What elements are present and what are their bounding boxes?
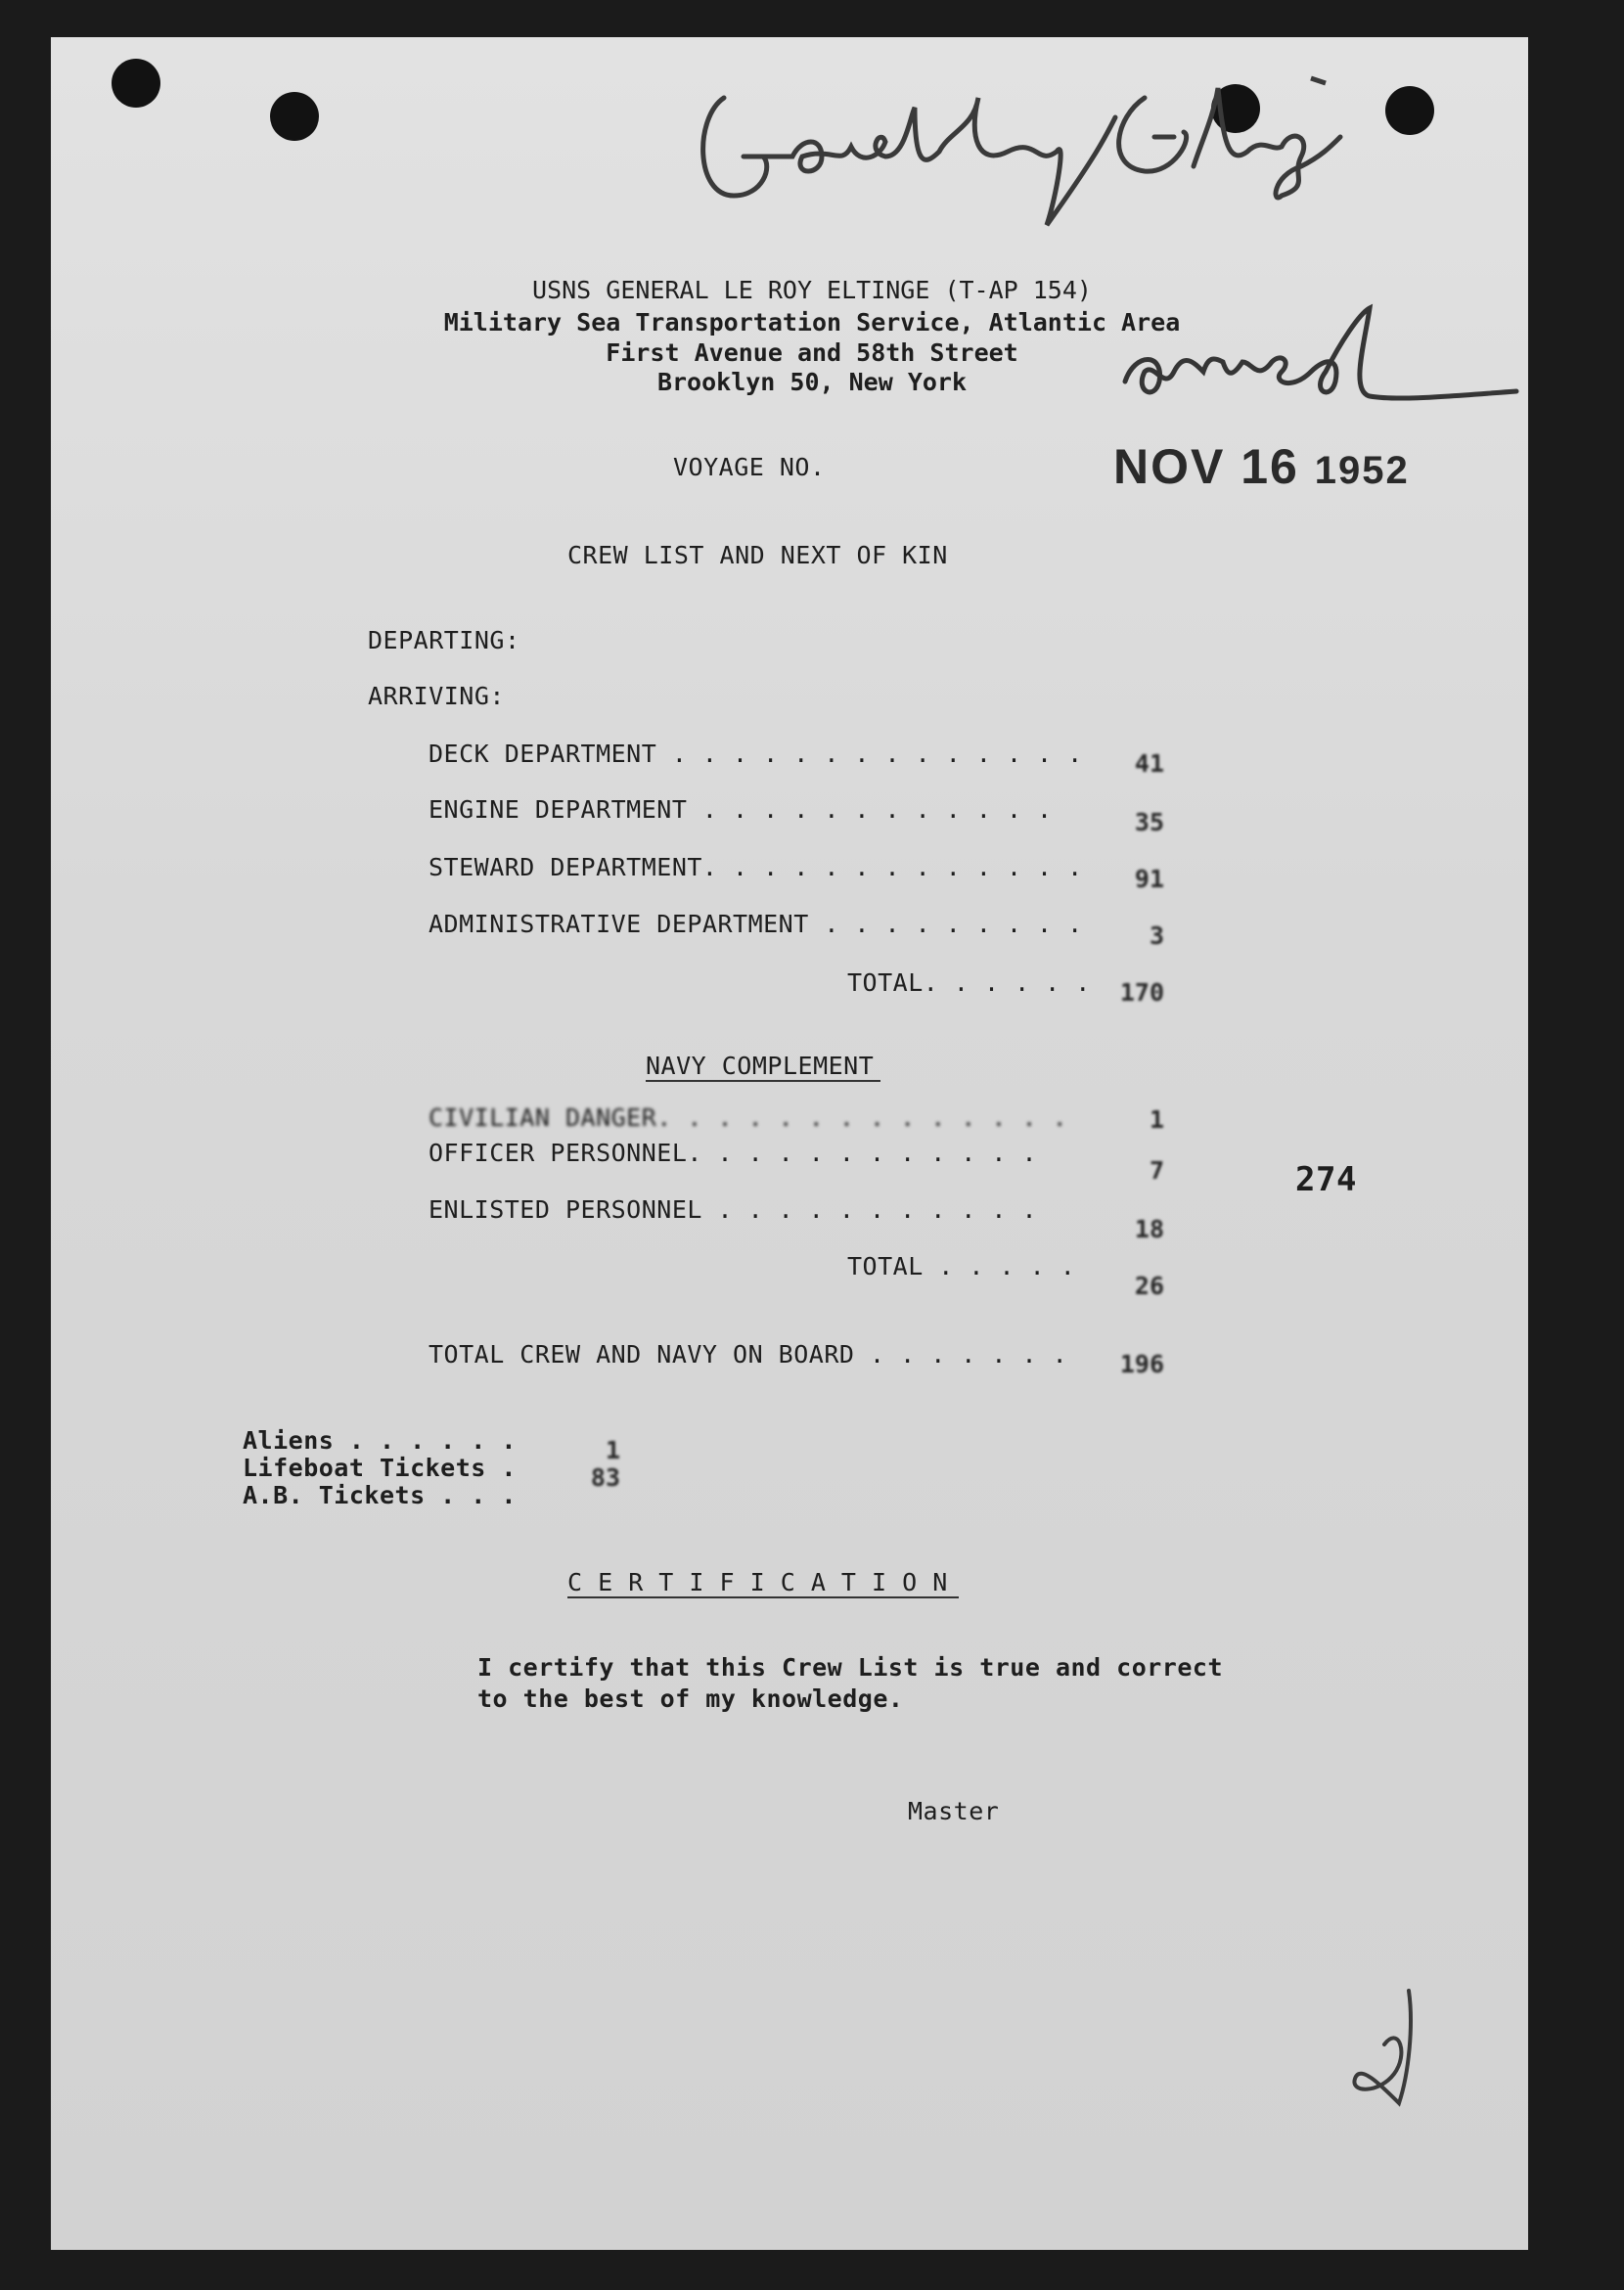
header-ship: USNS GENERAL LE ROY ELTINGE (T-AP 154): [532, 276, 1092, 304]
date-stamp: [1113, 438, 1410, 495]
dept-engine-value: 35: [1134, 808, 1164, 836]
navy-enlisted-value: 18: [1134, 1215, 1164, 1243]
dept-total-label: TOTAL. . . . . .: [847, 968, 1091, 997]
punch-hole: [270, 92, 319, 141]
navy-officer-value: 7: [1149, 1156, 1164, 1185]
grand-total-value: 196: [1119, 1350, 1164, 1378]
navy-heading: NAVY COMPLEMENT: [646, 1052, 875, 1080]
master-label: Master: [908, 1797, 1000, 1825]
punch-hole: [1385, 86, 1434, 135]
dept-steward-label: STEWARD DEPARTMENT. . . . . . . . . . . . .: [429, 853, 1083, 881]
dept-engine-label: ENGINE DEPARTMENT . . . . . . . . . . . .: [429, 795, 1053, 824]
dept-admin-label: ADMINISTRATIVE DEPARTMENT . . . . . . . . .: [429, 910, 1083, 938]
lifeboat-label: Lifeboat Tickets .: [243, 1454, 517, 1482]
aliens-label: Aliens . . . . . .: [243, 1426, 517, 1455]
side-number: 274: [1295, 1160, 1357, 1199]
certification-line-1: I certify that this Crew List is true and correct: [477, 1653, 1224, 1682]
navy-enlisted-label: ENLISTED PERSONNEL . . . . . . . . . . .: [429, 1195, 1038, 1224]
lifeboat-value: 83: [590, 1463, 620, 1492]
navy-heading-underline: [646, 1080, 880, 1082]
handwritten-arrived: [1115, 303, 1526, 430]
handwritten-ship-name: [685, 59, 1350, 245]
certification-underline: [567, 1596, 959, 1598]
certification-line-2: to the best of my knowledge.: [477, 1684, 904, 1713]
header-service: Military Sea Transportation Service, Atlantic Area: [443, 308, 1181, 337]
navy-civilian-value: 1: [1149, 1105, 1164, 1134]
arriving-label: ARRIVING:: [368, 682, 505, 710]
navy-officer-label: OFFICER PERSONNEL. . . . . . . . . . . .: [429, 1139, 1038, 1167]
dept-deck-label: DECK DEPARTMENT . . . . . . . . . . . . . .: [429, 740, 1083, 768]
dept-total-value: 170: [1119, 978, 1164, 1007]
header-city: Brooklyn 50, New York: [656, 368, 968, 396]
punch-hole: [112, 59, 160, 108]
grand-total-label: TOTAL CREW AND NAVY ON BOARD . . . . . . .: [429, 1340, 1068, 1369]
handwritten-initial: [1340, 1986, 1428, 2123]
header-street: First Avenue and 58th Street: [606, 338, 1018, 367]
dept-deck-value: 41: [1134, 749, 1164, 778]
date-stamp-month-day: NOV 16: [1113, 439, 1299, 494]
navy-total-label: TOTAL . . . . .: [847, 1252, 1076, 1280]
aliens-value: 1: [605, 1436, 620, 1464]
navy-civilian-label: CIVILIAN DANGER. . . . . . . . . . . . . .: [429, 1103, 1068, 1132]
navy-total-value: 26: [1134, 1272, 1164, 1300]
date-stamp-year: 1952: [1314, 449, 1410, 492]
departing-label: DEPARTING:: [368, 626, 520, 654]
voyage-label: VOYAGE NO.: [673, 453, 826, 481]
dept-admin-value: 3: [1149, 921, 1164, 950]
dept-steward-value: 91: [1134, 865, 1164, 893]
ab-tickets-label: A.B. Tickets . . .: [243, 1481, 517, 1509]
list-title: CREW LIST AND NEXT OF KIN: [567, 541, 948, 569]
certification-heading: C E R T I F I C A T I O N: [567, 1568, 948, 1596]
